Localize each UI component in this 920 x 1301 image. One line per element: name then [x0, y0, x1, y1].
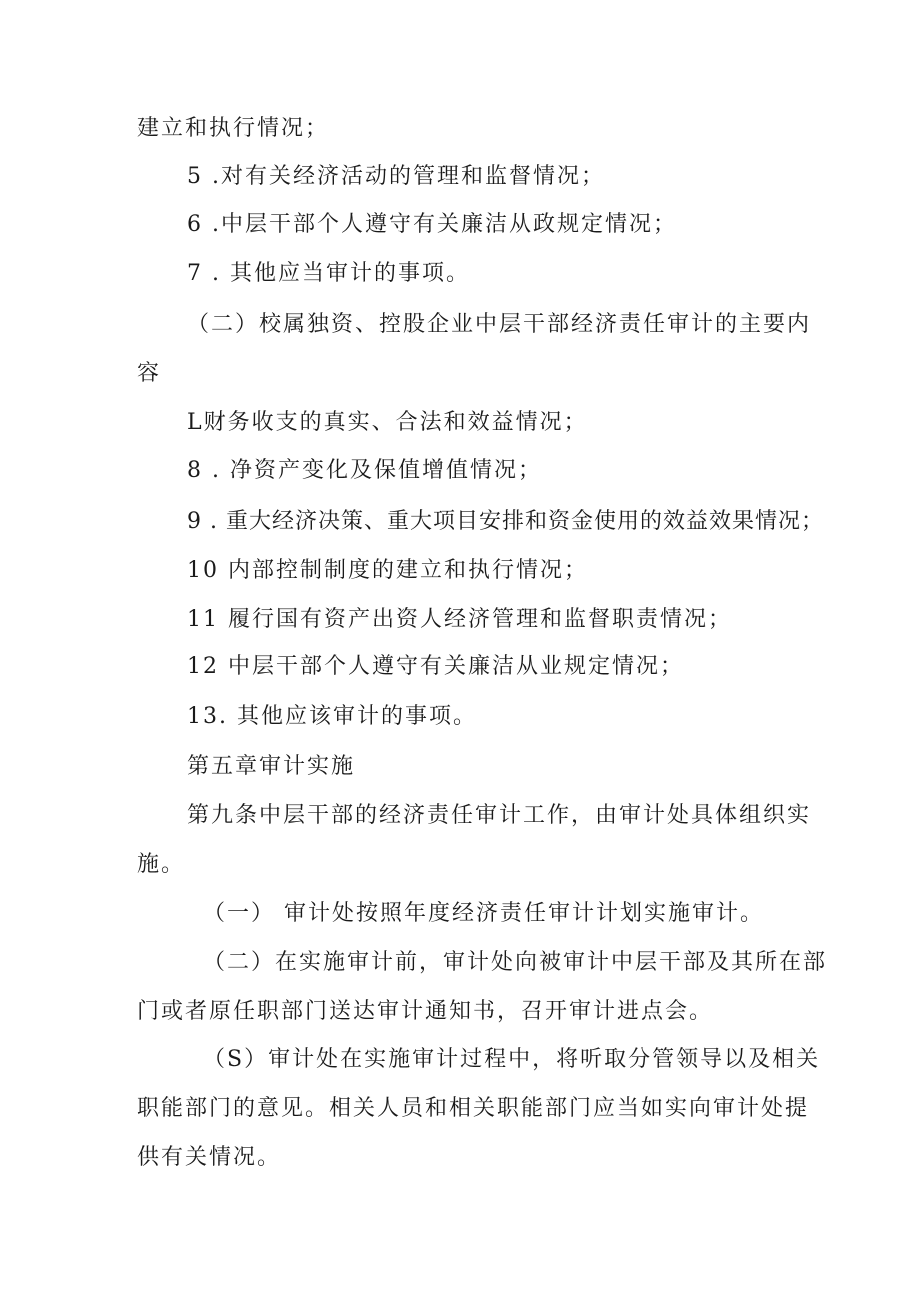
text-line-2: 5 .对有关经济活动的管理和监督情况； [187, 164, 605, 189]
text-line-20: （S）审计处在实施审计过程中，将听取分管领导以及相关 [203, 1047, 821, 1072]
text-line-22: 供有关情况。 [137, 1145, 282, 1170]
text-line-6: 容 [137, 361, 162, 386]
text-line-5: （二）校属独资、控股企业中层干部经济责任审计的主要内 [187, 312, 812, 337]
text-line-21: 职能部门的意见。相关人员和相关职能部门应当如实向审计处提 [137, 1096, 810, 1121]
text-line-9: 9 . 重大经济决策、重大项目安排和资金使用的效益效果情况； [187, 509, 824, 534]
text-line-8: 8 . 净资产变化及保值增值情况； [187, 458, 542, 483]
text-line-1: 建立和执行情况； [137, 116, 330, 141]
section-heading: 第五章审计实施 [187, 754, 356, 779]
text-line-16: 施。 [137, 852, 186, 877]
text-line-12: 12 中层干部个人遵守有关廉洁从业规定情况； [187, 654, 684, 679]
text-line-4: 7 . 其他应当审计的事项。 [187, 261, 470, 286]
text-line-7: L财务收支的真实、合法和效益情况； [187, 410, 588, 435]
text-line-13: 13. 其他应该审计的事项。 [187, 704, 477, 729]
text-line-3: 6 .中层干部个人遵守有关廉洁从政规定情况； [187, 212, 677, 237]
text-line-17: （一） 审计处按照年度经济责任审计计划实施审计。 [203, 901, 764, 926]
text-line-11: 11 履行国有资产出资人经济管理和监督职责情况； [187, 607, 732, 632]
text-line-18: （二）在实施审计前，审计处向被审计中层干部及其所在部 [203, 950, 828, 975]
text-line-10: 10 内部控制制度的建立和执行情况； [187, 558, 588, 583]
text-line-15: 第九条中层干部的经济责任审计工作，由审计处具体组织实 [187, 803, 812, 828]
text-line-19: 门或者原任职部门送达审计通知书，召开审计进点会。 [137, 999, 714, 1024]
